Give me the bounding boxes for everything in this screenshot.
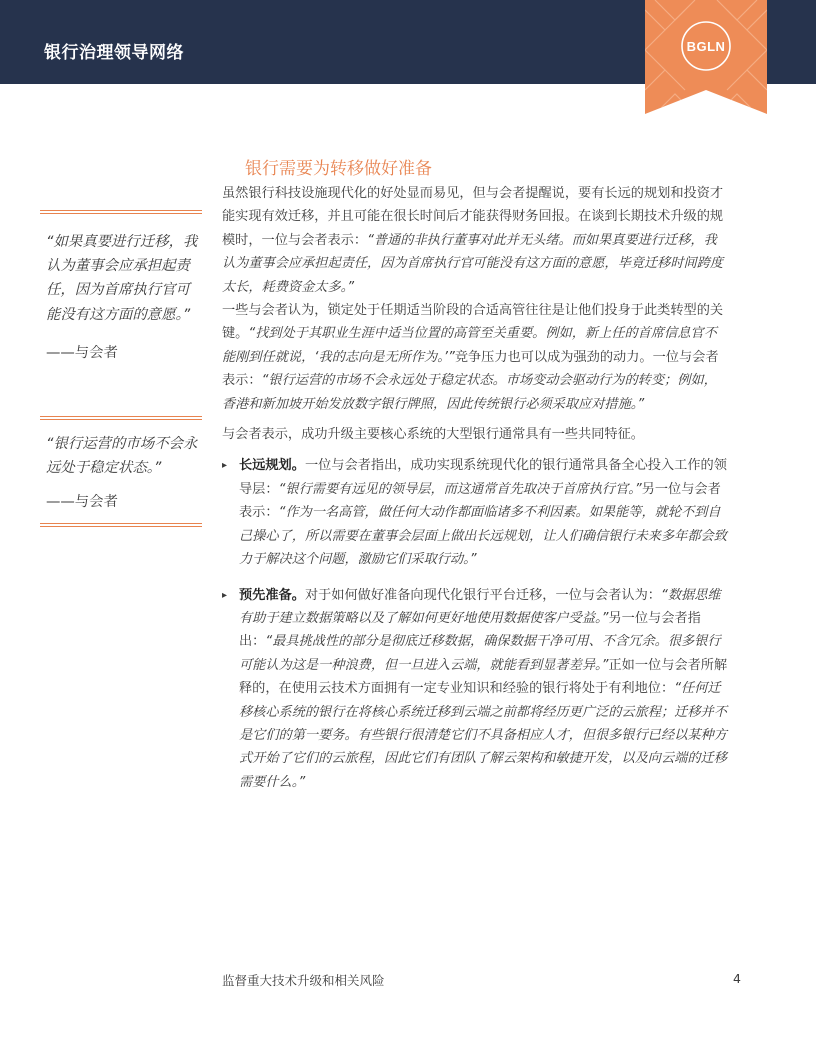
pull-quote-text: “如果真要进行迁移，我认为董事会应承担起责任，因为首席执行官可能没有这方面的意愿。” bbox=[46, 234, 198, 323]
paragraph-3: 与会者表示，成功升级主要核心系统的大型银行通常具有一些共同特征。 bbox=[222, 427, 644, 443]
paragraph-2 bbox=[222, 299, 728, 416]
section-heading: 银行需要为转移做好准备 bbox=[245, 159, 432, 179]
bullet-advance-preparation bbox=[222, 584, 728, 795]
p2-text: 一些与会者认为，锁定处于任期适当阶段的合适高管往往是让他们投身于此类转型的关键。 bbox=[222, 303, 724, 342]
bullet-text: 对于如何做好准备向现代化银行平台迁移，一位与会者认为： bbox=[304, 587, 661, 603]
bullet-arrow-icon: ▸ bbox=[222, 460, 228, 472]
pull-quote-attribution: ——与会者 bbox=[46, 344, 118, 361]
bullet-quote: “最具挑战性的部分是彻底迁移数据，确保数据干净可用、不含冗余。很多银行可能认为这是一种浪费，但一旦进入云端，就能看到显著差异。” bbox=[239, 634, 721, 673]
header-title: 银行治理领导网络 bbox=[44, 43, 184, 63]
bullet-lead: 长远规划。 bbox=[239, 458, 305, 474]
bullet-long-term-planning bbox=[222, 454, 728, 571]
bullet-quote: “银行需要有远见的领导层，而这通常首先取决于首席执行官。” bbox=[278, 481, 642, 497]
bgln-logo bbox=[645, 0, 767, 114]
bullet-text: 另一位与会者表示： bbox=[239, 481, 721, 521]
paragraph-1 bbox=[222, 182, 728, 299]
pull-quote-attribution: ——与会者 bbox=[46, 494, 118, 511]
footer-title: 监督重大技术升级和相关风险 bbox=[222, 973, 385, 988]
logo-text: BGLN bbox=[686, 39, 726, 54]
main-body bbox=[222, 182, 728, 794]
bullet-arrow-icon: ▸ bbox=[222, 589, 228, 601]
bullet-text: 正如一位与会者所解释的，在使用云技术方面拥有一定专业知识和经验的银行将处于有利地位： bbox=[239, 657, 728, 697]
page-number: 4 bbox=[733, 971, 741, 986]
divider bbox=[40, 416, 202, 420]
bullet-lead: 预先准备。 bbox=[239, 587, 305, 603]
bullet-text: 一位与会者指出，成功实现系统现代化的银行通常具备全心投入工作的领导层： bbox=[239, 458, 727, 497]
pull-quote-text: “银行运营的市场不会永远处于稳定状态。” bbox=[46, 436, 198, 477]
bullet-text: 另一位与会者指出： bbox=[239, 610, 701, 650]
bullet-quote: “作为一名高管，做任何大动作都面临诸多不利因素。如果能等，就轮不到自己操心了，所以需要在董事会层面上做出长远规划，让人们确信银行未来多年都会致力于解决这个问题，激励它们采取行动。” bbox=[239, 505, 727, 568]
pull-quote-1 bbox=[40, 210, 202, 362]
p2-quote-2: “银行运营的市场不会永远处于稳定状态。市场变动会驱动行为的转变；例如，香港和新加坡开始发放数字银行牌照，因此传统银行必须采取应对措施。” bbox=[222, 373, 717, 412]
bullet-quote: “数据思维有助于建立数据策略以及了解如何更好地使用数据使客户受益。” bbox=[239, 587, 721, 626]
pull-quote-2 bbox=[40, 416, 202, 527]
p2-text-2: 竞争压力也可以成为强劲的动力。一位与会者表示： bbox=[222, 349, 719, 389]
divider bbox=[40, 210, 202, 214]
p2-quote: “找到处于其职业生涯中适当位置的高管至关重要。例如，新上任的首席信息官不能刚到任就说，‘我的志向是无所作为。’” bbox=[222, 326, 717, 365]
bullet-quote: “任何迁移核心系统的银行在将核心系统迁移到云端之前都将经历更广泛的云旅程；迁移并不是它们的第一要务。有些银行很清楚它们不具备相应人才，但很多银行已经以某种方式开始了它们的云旅程，因此它们有团队了解云架构和敏捷开发，以及向云端的迁移需要什么。” bbox=[239, 681, 727, 790]
p1-quote: “普通的非执行董事对此并无头绪。而如果真要进行迁移，我认为董事会应承担起责任，因为首席执行官可能没有这方面的意愿，毕竟迁移时间跨度太长，耗费资金太多。” bbox=[222, 232, 724, 295]
divider bbox=[40, 523, 202, 527]
p1-text: 虽然银行科技设施现代化的好处显而易见，但与会者提醒说，要有长远的规划和投资才能实现有效迁移，并且可能在很长时间后才能获得财务回报。在谈到长期技术升级的规模时，一位与会者表示： bbox=[222, 186, 724, 248]
